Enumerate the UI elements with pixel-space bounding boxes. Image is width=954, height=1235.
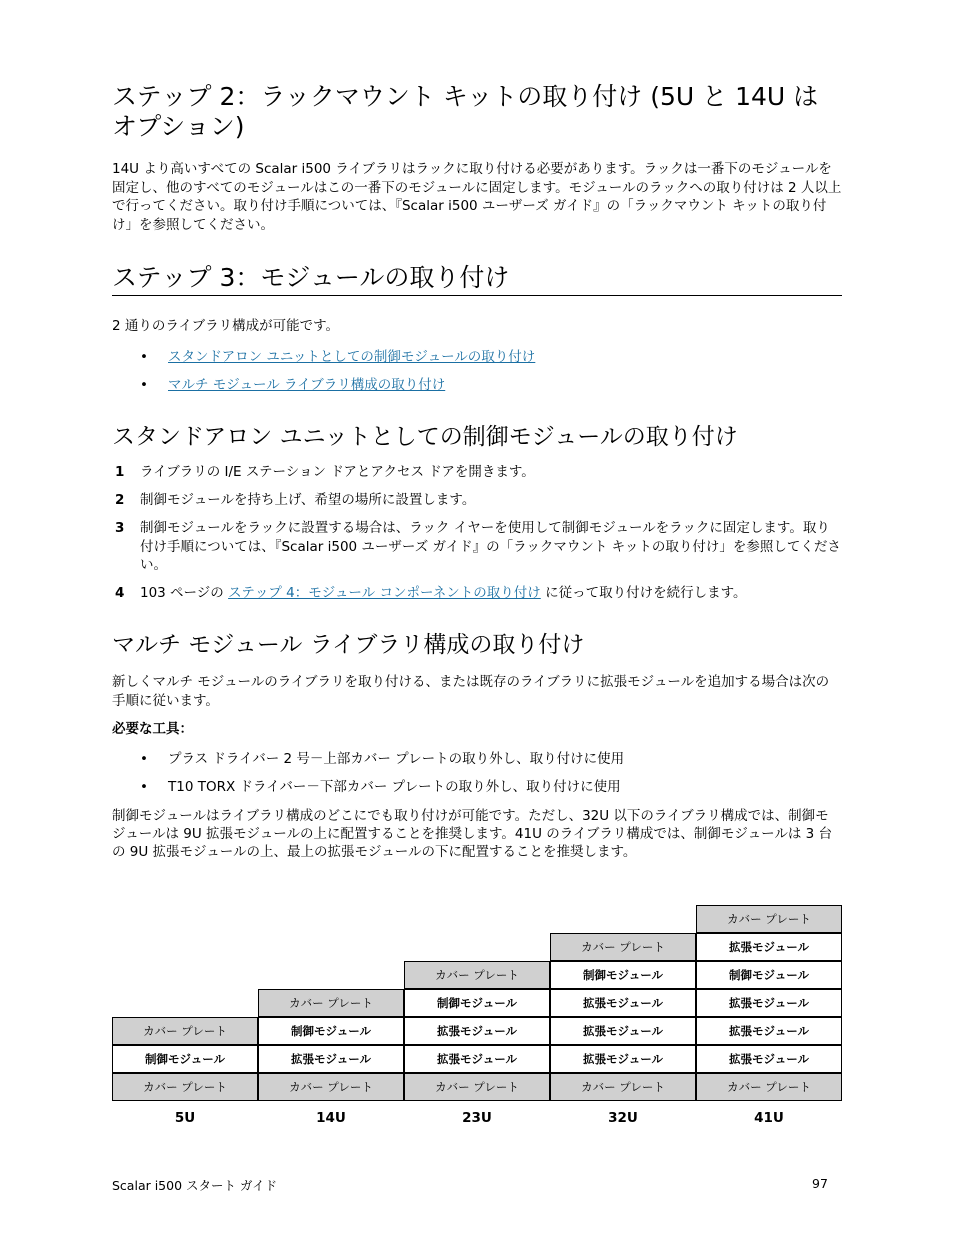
cover-plate-cell: カバー プレート <box>112 1017 258 1045</box>
module-cell: 制御モジュール <box>550 961 696 989</box>
list-item <box>112 376 535 404</box>
config-link-list <box>112 348 535 404</box>
step2-body: 14U より高いすべての Scalar i500 ライブラリはラックに取り付ける必要があります。ラックは一番下のモジュールを固定し、他のすべてのモジュールはこの一番下のモジュールに固定します。モジュールのラックへの取り付けは 2 人以上で行ってください。取り付け手順については、『Scalar i500 ユーザーズ ガイド』の「ラックマウント キットの取り付け」を参照してください。 <box>112 161 842 233</box>
cover-plate-cell: カバー プレート <box>696 1073 842 1101</box>
module-cell: 拡張モジュール <box>550 1017 696 1045</box>
step-text: に従って取り付けを続行します。 <box>540 585 747 601</box>
config-text: 制御モジュールはライブラリ構成のどこにでも取り付けが可能です。ただし、32U 以下のライブラリ構成では、制御モジュールは 9U 拡張モジュールの上に配置することを推奨します。41U のライブラリ構成では、制御モジュールは 3 台の 9U 拡張モジュールの上、最上の拡張モジュールの下に配置することを推奨します。 <box>112 808 833 860</box>
multi-heading: マルチ モジュール ライブラリ構成の取り付け <box>112 632 585 658</box>
module-cell: 制御モジュール <box>404 989 550 1017</box>
step-number: 4 <box>115 585 125 601</box>
cover-plate-cell: カバー プレート <box>112 1073 258 1101</box>
tool-text: プラス ドライバー 2 号－上部カバー プレートの取り外し、取り付けに使用 <box>168 751 625 767</box>
column-label: 5U <box>174 1110 196 1126</box>
module-cell: 拡張モジュール <box>696 989 842 1017</box>
step-number: 3 <box>115 520 125 536</box>
module-cell: 拡張モジュール <box>696 1017 842 1045</box>
bullet-icon: • <box>140 779 148 795</box>
tools-list <box>112 750 624 806</box>
cover-plate-cell: カバー プレート <box>404 961 550 989</box>
list-item <box>112 348 535 376</box>
module-cell: 制御モジュール <box>696 961 842 989</box>
cover-plate-cell: カバー プレート <box>258 1073 404 1101</box>
step-text: 103 ページの <box>140 585 229 601</box>
cover-plate-cell: カバー プレート <box>258 989 404 1017</box>
step-text: 制御モジュールを持ち上げ、希望の場所に設置します。 <box>140 492 476 508</box>
step-number: 2 <box>115 492 125 508</box>
multi-body: 新しくマルチ モジュールのライブラリを取り付ける、または既存のライブラリに拡張モジュールを追加する場合は次の手順に従います。 <box>112 674 830 709</box>
step3-heading: ステップ 3：モジュールの取り付け <box>112 262 842 296</box>
step-item <box>112 519 842 575</box>
footer-title: Scalar i500 スタート ガイド <box>112 1178 278 1193</box>
step-number: 1 <box>115 464 125 480</box>
bullet-icon: • <box>140 349 148 365</box>
column-label: 23U <box>462 1110 492 1126</box>
step4-link[interactable]: ステップ 4：モジュール コンポーネントの取り付け <box>228 585 541 601</box>
module-cell: 拡張モジュール <box>258 1045 404 1073</box>
step-text: ライブラリの I/E ステーション ドアとアクセス ドアを開きます。 <box>140 464 535 480</box>
list-item <box>112 750 624 778</box>
step3-intro: 2 通りのライブラリ構成が可能です。 <box>112 318 339 334</box>
step-item <box>112 491 842 510</box>
cover-plate-cell: カバー プレート <box>696 905 842 933</box>
column-label: 14U <box>316 1110 346 1126</box>
step-item <box>112 463 842 482</box>
config-table <box>112 905 842 1102</box>
standalone-heading: スタンドアロン ユニットとしての制御モジュールの取り付け <box>112 424 738 450</box>
step-text: 制御モジュールをラックに設置する場合は、ラック イヤーを使用して制御モジュールをラックに固定します。取り付け手順については、『Scalar i500 ユーザーズ ガイド』の「ラックマウント キットの取り付け」を参照してください。 <box>140 520 841 573</box>
bullet-icon: • <box>140 377 148 393</box>
standalone-link[interactable]: スタンドアロン ユニットとしての制御モジュールの取り付け <box>168 349 536 365</box>
module-cell: 制御モジュール <box>112 1045 258 1073</box>
bullet-icon: • <box>140 751 148 767</box>
module-cell: 拡張モジュール <box>550 1045 696 1073</box>
tools-label: 必要な工具： <box>112 721 193 737</box>
multi-module-link[interactable]: マルチ モジュール ライブラリ構成の取り付け <box>168 377 446 393</box>
module-cell: 拡張モジュール <box>696 1045 842 1073</box>
step2-heading: ステップ 2：ラックマウント キットの取り付け (5U と 14U はオプション) <box>112 82 819 141</box>
cover-plate-cell: カバー プレート <box>404 1073 550 1101</box>
step-item <box>112 584 842 603</box>
module-cell: 拡張モジュール <box>696 933 842 961</box>
cover-plate-cell: カバー プレート <box>550 933 696 961</box>
module-cell: 制御モジュール <box>258 1017 404 1045</box>
list-item <box>112 778 624 806</box>
tool-text: T10 TORX ドライバー－下部カバー プレートの取り外し、取り付けに使用 <box>168 779 621 795</box>
column-label: 32U <box>608 1110 638 1126</box>
page-number: 97 <box>812 1176 828 1191</box>
module-cell: 拡張モジュール <box>404 1017 550 1045</box>
module-cell: 拡張モジュール <box>550 989 696 1017</box>
module-cell: 拡張モジュール <box>404 1045 550 1073</box>
standalone-steps <box>112 463 842 612</box>
column-label: 41U <box>754 1110 784 1126</box>
cover-plate-cell: カバー プレート <box>550 1073 696 1101</box>
